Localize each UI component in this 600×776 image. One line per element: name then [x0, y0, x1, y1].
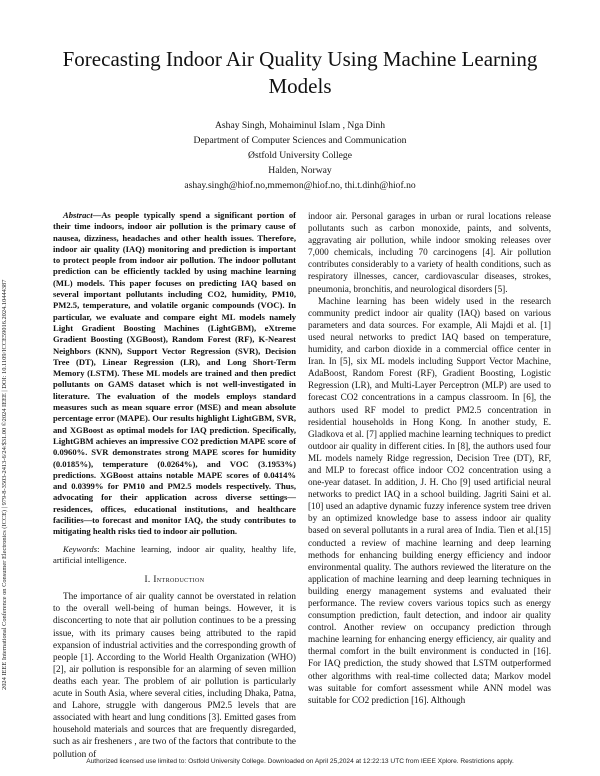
author-names: Ashay Singh, Mohaiminul Islam , Nga Dinh — [214, 120, 385, 131]
keywords-label: Keywords — [63, 543, 98, 554]
abstract-label: Abstract — [63, 210, 93, 220]
right-column — [308, 210, 551, 706]
abstract-text: —As people typically spend a significant portion of their time indoors, indoor air pollution is the primary cause of nausea, dizziness, headaches and other health issues. Therefore, indoor air quality (IAQ) monitoring and prediction is important to protect people from indoor air pollution. The indoor pollutant prediction can be efficiently tackled by using machine learning (ML) models. This paper focuses on predicting IAQ based on several important pollutants including CO2, humidity, PM10, PM2.5, temperature, and volatile organic compounds (VOC). In particular, we evaluate and compare eight ML models namely Light Gradient Boosting Machines (LightGBM), eXtreme Gradient Boosting (XGBoost), Random Forest (RF), K-Nearest Neighbors (KNN), Support Vector Regression (SVR), Decision Tree (DT), Linear Regression (LR), and Long Short-Term Memory (LSTM). These ML models are trained and then predict pollutants on GAMS dataset which is not well-investigated in literature. The evaluation of the models employs standard measures such as mean square error (MSE) and mean absolute percentage error (MAPE). Our results highlight LightGBM, SVR, and XGBoost as optimal models for IAQ prediction. Specifically, LightGBM achieves an impressive CO2 prediction MAPE score of 0.0960%. SVR demonstrates strong MAPE scores for humidity (0.0185%), temperature (0.0264%), and VOC (3.1953%) predictions. XGBoost attains notable MAPE scores of 0.0414% and 0.0399% for PM10 and PM2.5 models respectively. Thus, advocating for their application across diverse settings—residences, offices, educational institutions, and healthcare facilities—to forecast and monitor IAQ, the study contributes to mitigating health risks tied to indoor air pollution. — [53, 210, 296, 537]
right-paragraph-2: Machine learning has been widely used in the research community predict indoor air quality (IAQ) based on various parameters and data sources. For example, Ali Majdi et al. [1] used neural networks to predict IAQ based on temperature, humidity, and carbon dioxide in a commercial office center in Iran. In [5], six ML models including Support Vector Machine, AdaBoost, Random Forest (RF), Gradient Boosting, Logistic Regression (LR), and Multi-Layer Perceptron (MLP) are used to forecast CO2 concentrations in a campus classroom. In [6], the authors used RF model to predict PM2.5 concentration in residential households in Hong Kong. In another study, E. Gladkova et al. [7] applied machine learning techniques to predict outdoor air quality in different cities. In [8], the authors used four ML models namely Ridge regression, Decision Tree (DT), RF, and MLP to forecast office indoor CO2 concentration using a one-year dataset. In addition, J. H. Cho [9] used artificial neural networks to predict IAQ in a school building. Jagriti Saini et al. [10] used an adaptive dynamic fuzzy inference system tree driven by an optimized knowledge base to assess indoor air quality based on several pollutants in a rural area of India. Tien et al.[15] conducted a review of machine learning and deep learning methods for enhancing building energy efficiency and indoor environmental quality. The authors reviewed the literature on the application of machine learning and deep learning techniques in building energy management systems and evaluated their performance. The review covers various topics such as energy consumption prediction, fault detection, and indoor air quality control. Another review on occupancy prediction through machine learning for enhancing energy efficiency, air quality and thermal comfort in the built environment is conducted in [16]. For IAQ prediction, the study showed that LSTM outperformed other algorithms with real-time collected data; Markov model was suitable for comfort assessment while ANN model was suitable for CO2 prediction [16]. Although — [308, 295, 551, 705]
right-paragraph-1: indoor air. Personal garages in urban or rural locations release pollutants such as carbon monoxide, paints, and solvents, aggravating air pollution, while indoor smoking releases over 7,000 chemicals, including 70 carcinogens [4]. Air pollution contributes considerably to a variety of health conditions, such as respiratory illnesses, cancer, cardiovascular diseases, strokes, pneumonia, bronchitis, and neurological disorders [5]. — [308, 211, 551, 294]
license-footer: Authorized licensed use limited to: Ostfold University College. Downloaded on April 25,2024 at 12:22:13 UTC from IEEE Xplore. Restrictions apply. — [86, 758, 514, 765]
keywords-text: : Machine learning, indoor air quality, healthy life, artificial intelligence. — [53, 543, 296, 565]
doi-sidebar: 2024 IEEE International Conference on Consumer Electronics (ICCE) | 979-8-3503-2413-6/24/$31.00 ©2024 IEEE | DOI: 10.1109/ICCE59016.2024.10444387 — [1, 279, 8, 690]
author-department: Department of Computer Sciences and Communication — [193, 135, 407, 146]
keywords — [53, 544, 296, 567]
left-column — [53, 210, 296, 760]
introduction-heading: I. Introduction — [144, 574, 205, 585]
author-institution: Østfold University College — [248, 150, 352, 161]
abstract — [53, 210, 296, 538]
author-emails: ashay.singh@hiof.no,mmemon@hiof.no, thi.t.dinh@hiof.no — [184, 180, 416, 191]
author-block — [80, 118, 520, 193]
intro-paragraph: The importance of air quality cannot be overstated in relation to the overall well-being of human beings. However, it is disconcerting to note that air pollution continues to be a pressing issue, with its primary causes being attributed to the rapid expansion of industrial activities and the corresponding growth of people [1]. According to the World Health Organization (WHO) [2], air pollution is responsible for an alarming of seven million deaths each year. The problem of air pollution is particularly acute in South Asia, where several cities, including Dhaka, Patna, and Lahore, struggle with dangerous PM2.5 levels that are associated with heart and lung conditions [3]. Emitted gases from household materials and sources that are frequently disregarded, such as air fresheners , are two of the factors that contribute to the pollution of — [53, 591, 296, 759]
paper-title: Forecasting Indoor Air Quality Using Machine Learning Models — [62, 47, 538, 98]
author-location: Halden, Norway — [268, 165, 332, 176]
